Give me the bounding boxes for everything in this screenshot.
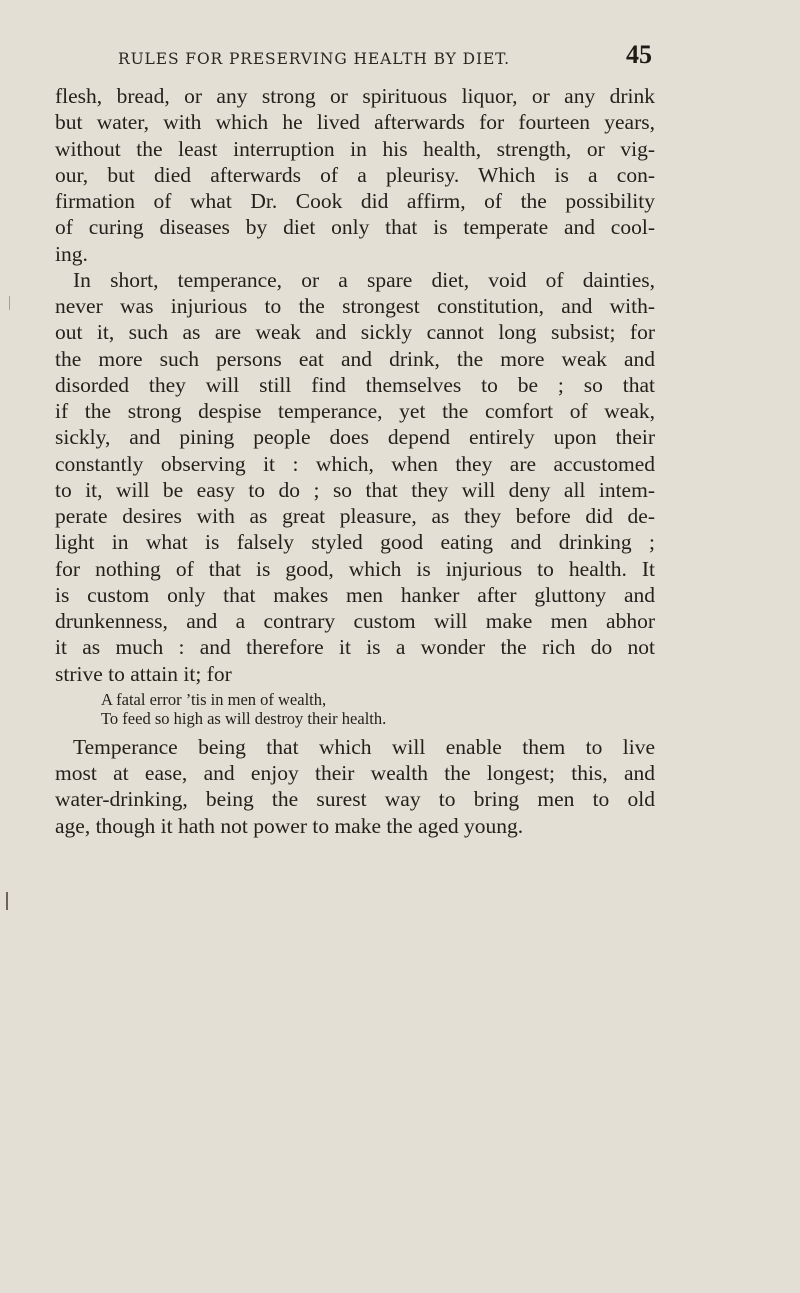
text-line: most at ease, and enjoy their wealth the longest; this, and (55, 761, 655, 785)
margin-mark (6, 892, 8, 910)
text-line: the more such persons eat and drink, the more weak and (55, 346, 655, 371)
text-line: water-drinking, being the surest way to bring men to old (55, 787, 655, 812)
text-line: disorded they will still find themselves to be ; so that (55, 372, 655, 397)
text-line: but water, with which he lived afterwards for fourteen years, (55, 110, 655, 135)
text-line: ing. (55, 241, 88, 266)
verse-line: To feed so high as will destroy their health. (101, 709, 387, 729)
text-line: of curing diseases by diet only that is temperate and cool- (55, 215, 655, 240)
text-line: light in what is falsely styled good eating and drinking ; (55, 530, 655, 555)
text-line: to it, will be easy to do ; so that they will deny all intem- (55, 477, 655, 502)
text-line: our, but died afterwards of a pleurisy. Which is a con- (55, 162, 655, 187)
margin-mark (9, 296, 10, 310)
text-line: firmation of what Dr. Cook did affirm, of the possibility (55, 189, 655, 213)
page-number: 45 (626, 40, 652, 69)
text-line: constantly observing it : which, when they are accustomed (55, 451, 655, 476)
text-line: sickly, and pining people does depend entirely upon their (55, 425, 655, 450)
text-line: strive to attain it; for (55, 661, 232, 686)
text-line: if the strong despise temperance, yet the comfort of weak, (55, 399, 655, 423)
text-line: it as much : and therefore it is a wonder the rich do not (55, 635, 655, 660)
verse-line: A fatal error ’tis in men of wealth, (101, 689, 327, 709)
text-line: In short, temperance, or a spare diet, void of dainties, (73, 267, 655, 292)
text-line: without the least interruption in his health, strength, or vig- (55, 136, 655, 161)
running-head: RULES FOR PRESERVING HEALTH BY DIET. (118, 50, 510, 68)
body-text (55, 83, 655, 839)
text-line: drunkenness, and a contrary custom will make men abhor (55, 609, 655, 633)
text-line: age, though it hath not power to make the aged young. (55, 813, 524, 838)
text-line: flesh, bread, or any strong or spirituous liquor, or any drink (55, 84, 655, 108)
text-line: never was injurious to the strongest constitution, and with- (55, 294, 655, 318)
page-header (118, 40, 658, 80)
text-line: perate desires with as great pleasure, as they before did de- (55, 504, 655, 528)
text-line: Temperance being that which will enable them to live (73, 734, 655, 759)
verse-quotation (55, 690, 655, 729)
text-line: is custom only that makes men hanker after gluttony and (55, 582, 655, 607)
text-line: out it, such as are weak and sickly cannot long subsist; for (55, 320, 655, 345)
text-line: for nothing of that is good, which is injurious to health. It (55, 556, 655, 581)
